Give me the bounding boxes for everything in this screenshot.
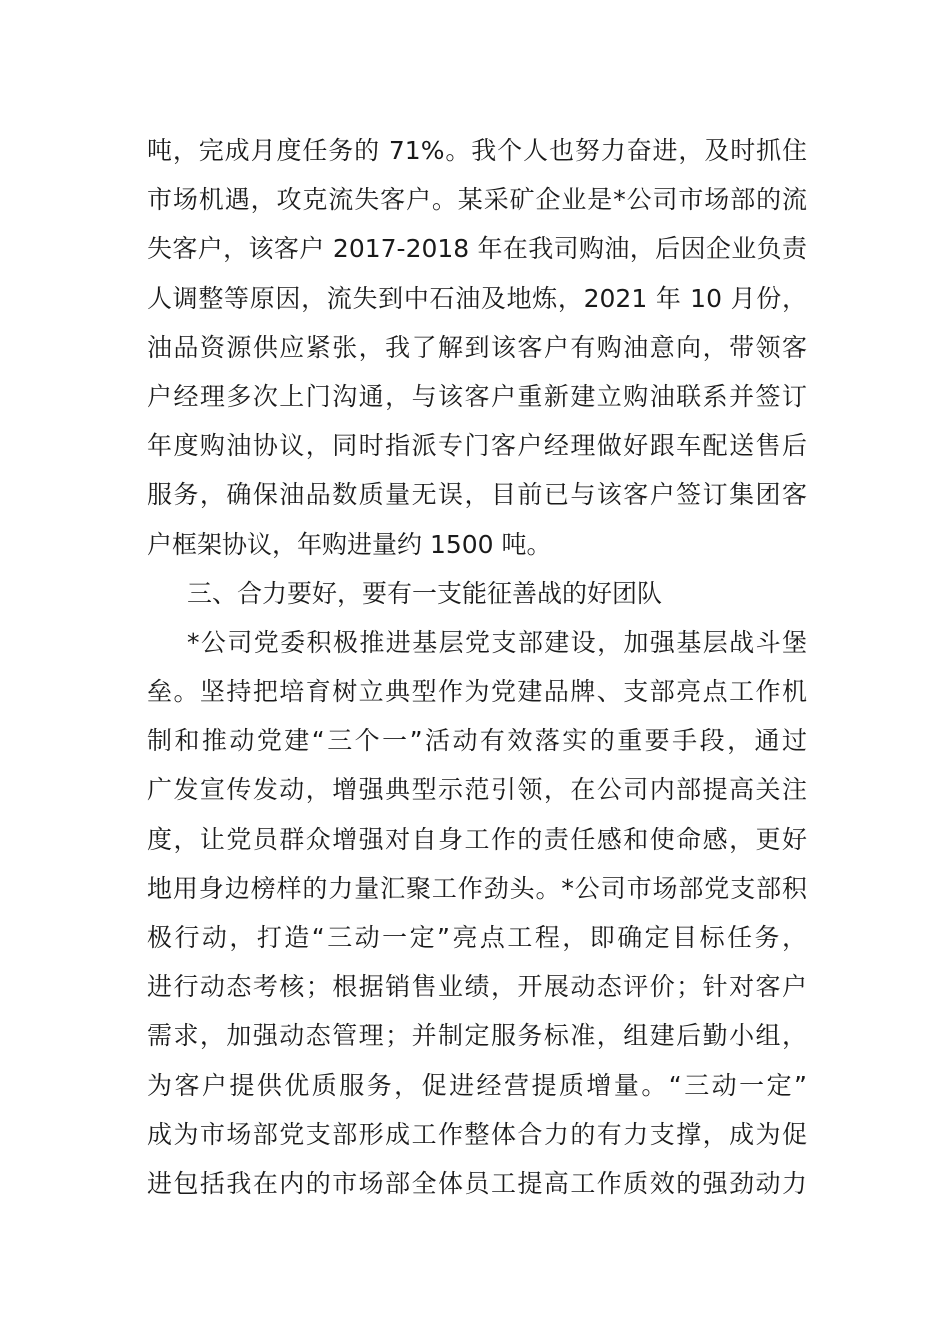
- paragraph-end-line: 户框架协议，年购进量约 1500 吨。: [147, 529, 552, 559]
- text-line: 吨，完成月度任务的 71%。我个人也努力奋进，及时抓住: [147, 136, 807, 165]
- text-line: 度，让党员群众增强对自身工作的责任感和使命感，更好: [147, 824, 807, 854]
- text-line: 需求，加强动态管理；并制定服务标准，组建后勤小组，: [147, 1021, 807, 1051]
- text-line: 市场机遇，攻克流失客户。某采矿企业是*公司市场部的流: [147, 185, 807, 215]
- text-line: 失客户，该客户 2017-2018 年在我司购油，后因企业负责: [147, 234, 807, 264]
- text-line: 油品资源供应紧张，我了解到该客户有购油意向，带领客: [147, 332, 807, 362]
- text-line: 服务，确保油品数质量无误，目前已与该客户签订集团客: [147, 480, 807, 510]
- text-line: 垒。坚持把培育树立典型作为党建品牌、支部亮点工作机: [147, 677, 807, 707]
- text-line: 人调整等原因，流失到中石油及地炼，2021 年 10 月份，: [147, 283, 807, 313]
- text-line: 为客户提供优质服务，促进经营提质增量。“三动一定”: [147, 1070, 807, 1100]
- text-line: 成为市场部党支部形成工作整体合力的有力支撑，成为促: [147, 1119, 807, 1149]
- text-line: 广发宣传发动，增强典型示范引领，在公司内部提高关注: [147, 775, 807, 805]
- text-line: 户经理多次上门沟通，与该客户重新建立购油联系并签订: [147, 381, 807, 411]
- text-line: 极行动，打造“三动一定”亮点工程，即确定目标任务，: [147, 923, 807, 952]
- text-line: 年度购油协议，同时指派专门客户经理做好跟车配送售后: [147, 431, 807, 461]
- text-line: 制和推动党建“三个一”活动有效落实的重要手段，通过: [147, 726, 807, 756]
- paragraph-first-line: *公司党委积极推进基层党支部建设，加强基层战斗堡: [187, 627, 807, 657]
- text-line: 进行动态考核；根据销售业绩，开展动态评价；针对客户: [147, 972, 807, 1002]
- section-heading: 三、合力要好，要有一支能征善战的好团队: [187, 578, 663, 608]
- document-body: [147, 126, 807, 1208]
- text-line: 进包括我在内的市场部全体员工提高工作质效的强劲动力: [147, 1168, 807, 1198]
- text-line: 地用身边榜样的力量汇聚工作劲头。*公司市场部党支部积: [147, 873, 807, 903]
